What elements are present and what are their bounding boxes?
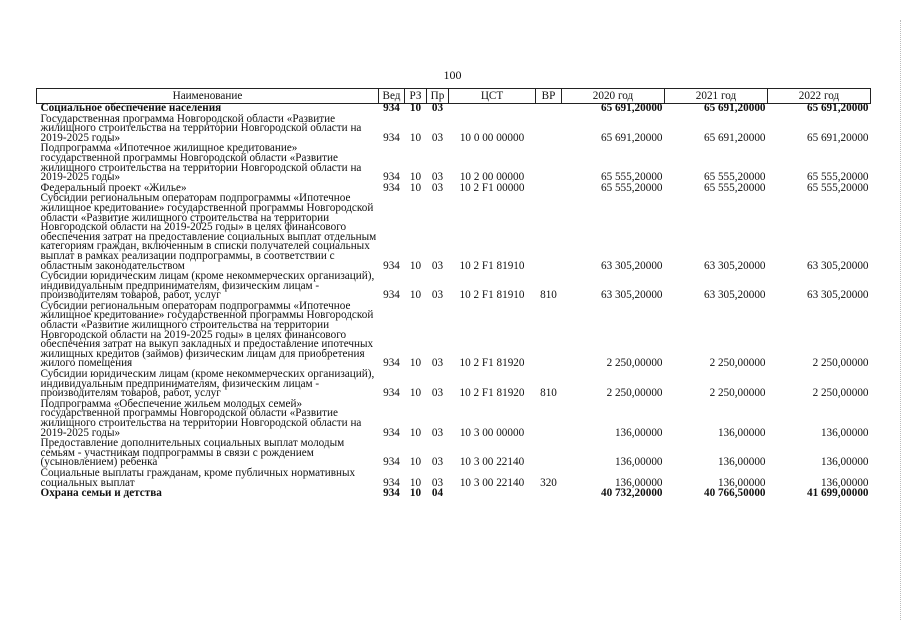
header-name: Наименование	[37, 89, 379, 104]
cell-2022: 65 691,20000	[806, 131, 869, 144]
cell-cst: 10 0 00 00000	[459, 131, 525, 144]
table-row	[37, 144, 871, 183]
table-row	[37, 370, 871, 400]
cell-ved: 934	[383, 357, 400, 370]
cell-pr: 03	[431, 131, 444, 144]
cell-2020: 136,00000	[614, 426, 663, 439]
cell-rz: 10	[409, 181, 422, 194]
cell-name: Подпрограмма «Ипотечное жилищное кредитование» государственной программы Новгородской области «Развитие жилищного строительства на территории Новгородской области на 2019-2025 годы»	[40, 142, 362, 184]
cell-name: Социальные выплаты гражданам, кроме публичных нормативных социальных выплат	[40, 466, 356, 489]
cell-ved: 934	[383, 387, 400, 400]
cell-2022: 63 305,20000	[806, 259, 869, 272]
cell-2022: 65 555,20000	[806, 181, 869, 194]
cell-name: Субсидии юридическим лицам (кроме некоммерческих организаций), индивидуальным предпринимателям, физическим лицам - производителям товаров, работ, услуг	[40, 270, 375, 302]
header-2021: 2021 год	[665, 89, 768, 104]
cell-pr: 03	[431, 476, 444, 489]
cell-pr: 04	[431, 487, 444, 500]
cell-2021: 136,00000	[717, 456, 766, 469]
budget-table	[36, 88, 871, 500]
table-row	[37, 489, 871, 500]
cell-2021: 65 555,20000	[703, 171, 766, 184]
cell-cst: 10 3 00 22140	[459, 476, 525, 489]
cell-rz: 10	[409, 102, 422, 114]
cell-name: Подпрограмма «Обеспечение жильем молодых семей» государственной программы Новгородской области «Развитие жилищного строительства на территории Новгородской области на 2019-2025 годы»	[40, 397, 362, 439]
cell-2020: 136,00000	[614, 456, 663, 469]
cell-rz: 10	[409, 289, 422, 302]
cell-pr: 03	[431, 181, 444, 194]
table-row	[37, 115, 871, 145]
cell-2022: 63 305,20000	[806, 289, 869, 302]
cell-name: Субсидии региональным операторам подпрограммы «Ипотечное жилищное кредитование» государственной программы Новгородской области «Развитие жилищного строительства на территории Новгородской области на 2019-2025 годы» в целях финансового обеспечения затрат на выкуп закладных и предоставление ипотечных жилищных кредитов (займов) физическим лицам для приобретения жилого помещения	[40, 299, 374, 370]
cell-pr: 03	[431, 289, 444, 302]
cell-cst: 10 3 00 22140	[459, 456, 525, 469]
cell-ved: 934	[383, 487, 400, 500]
cell-vr	[536, 184, 562, 195]
cell-name: Социальное обеспечение населения	[40, 102, 222, 114]
cell-vr: 810	[540, 387, 557, 400]
cell-pr: 03	[431, 259, 444, 272]
header-2020: 2020 год	[562, 89, 665, 104]
cell-pr: 03	[431, 426, 444, 439]
cell-2020: 65 691,20000	[600, 102, 663, 114]
header-cst: ЦСТ	[449, 89, 536, 104]
table-row	[37, 302, 871, 370]
cell-2022: 2 250,00000	[812, 357, 869, 370]
cell-rz: 10	[409, 476, 422, 489]
cell-rz: 10	[409, 131, 422, 144]
cell-name: Субсидии региональным операторам подпрограммы «Ипотечное жилищное кредитование» государственной программы Новгородской области «Развитие жилищного строительства на территории Новгородской области на 2019-2025 годы» в целях финансового обеспечения затрат на предоставление социальных выплат отдельным категориям граждан, включенным в списки получателей социальных выплат в рамках реализации подпрограммы, в соответствии с областным законодательством	[40, 192, 377, 272]
cell-2021: 136,00000	[717, 476, 766, 489]
cell-ved: 934	[383, 171, 400, 184]
cell-2021: 65 555,20000	[703, 181, 766, 194]
cell-rz: 10	[409, 456, 422, 469]
cell-vr	[536, 144, 562, 183]
cell-2021: 136,00000	[717, 426, 766, 439]
cell-vr	[536, 489, 562, 500]
cell-2020: 136,00000	[614, 476, 663, 489]
cell-vr: 810	[540, 289, 557, 302]
cell-pr: 03	[431, 357, 444, 370]
cell-vr	[536, 400, 562, 439]
cell-2022: 136,00000	[820, 476, 869, 489]
cell-vr	[536, 439, 562, 469]
cell-vr: 320	[540, 476, 557, 489]
header-2022: 2022 год	[768, 89, 871, 104]
cell-name: Предоставление дополнительных социальных выплат молодым семьям - участникам подпрограммы в связи с рождением (усыновлением) ребенка	[40, 437, 345, 469]
cell-cst	[449, 104, 536, 115]
cell-pr: 03	[431, 456, 444, 469]
cell-name: Федеральный проект «Жилье»	[40, 181, 187, 194]
table-row	[37, 469, 871, 489]
table-row	[37, 194, 871, 272]
cell-2021: 2 250,00000	[709, 387, 766, 400]
cell-vr	[536, 104, 562, 115]
cell-2020: 65 691,20000	[600, 131, 663, 144]
cell-cst: 10 2 F1 81920	[459, 387, 525, 400]
header-rz: РЗ	[405, 89, 427, 104]
cell-name: Охрана семьи и детства	[40, 487, 162, 500]
cell-2020: 2 250,00000	[606, 357, 663, 370]
cell-2022: 136,00000	[820, 456, 869, 469]
cell-rz: 10	[409, 487, 422, 500]
header-vr: ВР	[536, 89, 562, 104]
cell-2020: 65 555,20000	[600, 171, 663, 184]
cell-vr	[536, 302, 562, 370]
cell-name: Субсидии юридическим лицам (кроме некоммерческих организаций), индивидуальным предпринимателям, физическим лицам - производителям товаров, работ, услуг	[40, 368, 375, 400]
cell-pr: 03	[431, 387, 444, 400]
cell-ved: 934	[383, 181, 400, 194]
table-body	[37, 104, 871, 500]
cell-ved: 934	[383, 426, 400, 439]
cell-2020: 63 305,20000	[600, 289, 663, 302]
cell-name: Государственная программа Новгородской области «Развитие жилищного строительства на территории Новгородской области на 2019-2025 годы»	[40, 112, 362, 144]
cell-rz: 10	[409, 259, 422, 272]
cell-rz: 10	[409, 426, 422, 439]
cell-2021: 2 250,00000	[709, 357, 766, 370]
cell-2022: 41 699,00000	[806, 487, 869, 500]
cell-cst: 10 2 00 00000	[459, 171, 525, 184]
cell-2021: 65 691,20000	[703, 102, 766, 114]
cell-2021: 40 766,50000	[703, 487, 766, 500]
cell-ved: 934	[383, 131, 400, 144]
cell-vr	[536, 115, 562, 145]
cell-2022: 65 555,20000	[806, 171, 869, 184]
cell-pr: 03	[431, 171, 444, 184]
cell-cst: 10 2 F1 81920	[459, 357, 525, 370]
cell-2021: 63 305,20000	[703, 289, 766, 302]
edge-marks	[898, 20, 901, 620]
cell-cst: 10 2 F1 81910	[459, 259, 525, 272]
header-pr: Пр	[427, 89, 449, 104]
cell-2020: 63 305,20000	[600, 259, 663, 272]
table-row	[37, 439, 871, 469]
cell-ved: 934	[383, 289, 400, 302]
table-row	[37, 400, 871, 439]
page-number: 100	[443, 68, 462, 82]
cell-2022: 2 250,00000	[812, 387, 869, 400]
cell-pr: 03	[431, 102, 444, 114]
cell-2022: 136,00000	[820, 426, 869, 439]
table-row	[37, 272, 871, 302]
cell-ved: 934	[383, 476, 400, 489]
cell-ved: 934	[383, 456, 400, 469]
cell-cst	[449, 489, 536, 500]
cell-cst: 10 2 F1 00000	[459, 181, 525, 194]
cell-vr	[536, 194, 562, 272]
cell-ved: 934	[383, 259, 400, 272]
cell-2020: 65 555,20000	[600, 181, 663, 194]
cell-cst: 10 3 00 00000	[459, 426, 525, 439]
header-ved: Вед	[379, 89, 405, 104]
cell-cst: 10 2 F1 81910	[459, 289, 525, 302]
cell-ved: 934	[383, 102, 400, 114]
cell-rz: 10	[409, 357, 422, 370]
cell-2021: 63 305,20000	[703, 259, 766, 272]
cell-2020: 2 250,00000	[606, 387, 663, 400]
cell-2022: 65 691,20000	[806, 102, 869, 114]
cell-2021: 65 691,20000	[703, 131, 766, 144]
cell-2020: 40 732,20000	[600, 487, 663, 500]
cell-rz: 10	[409, 171, 422, 184]
cell-rz: 10	[409, 387, 422, 400]
